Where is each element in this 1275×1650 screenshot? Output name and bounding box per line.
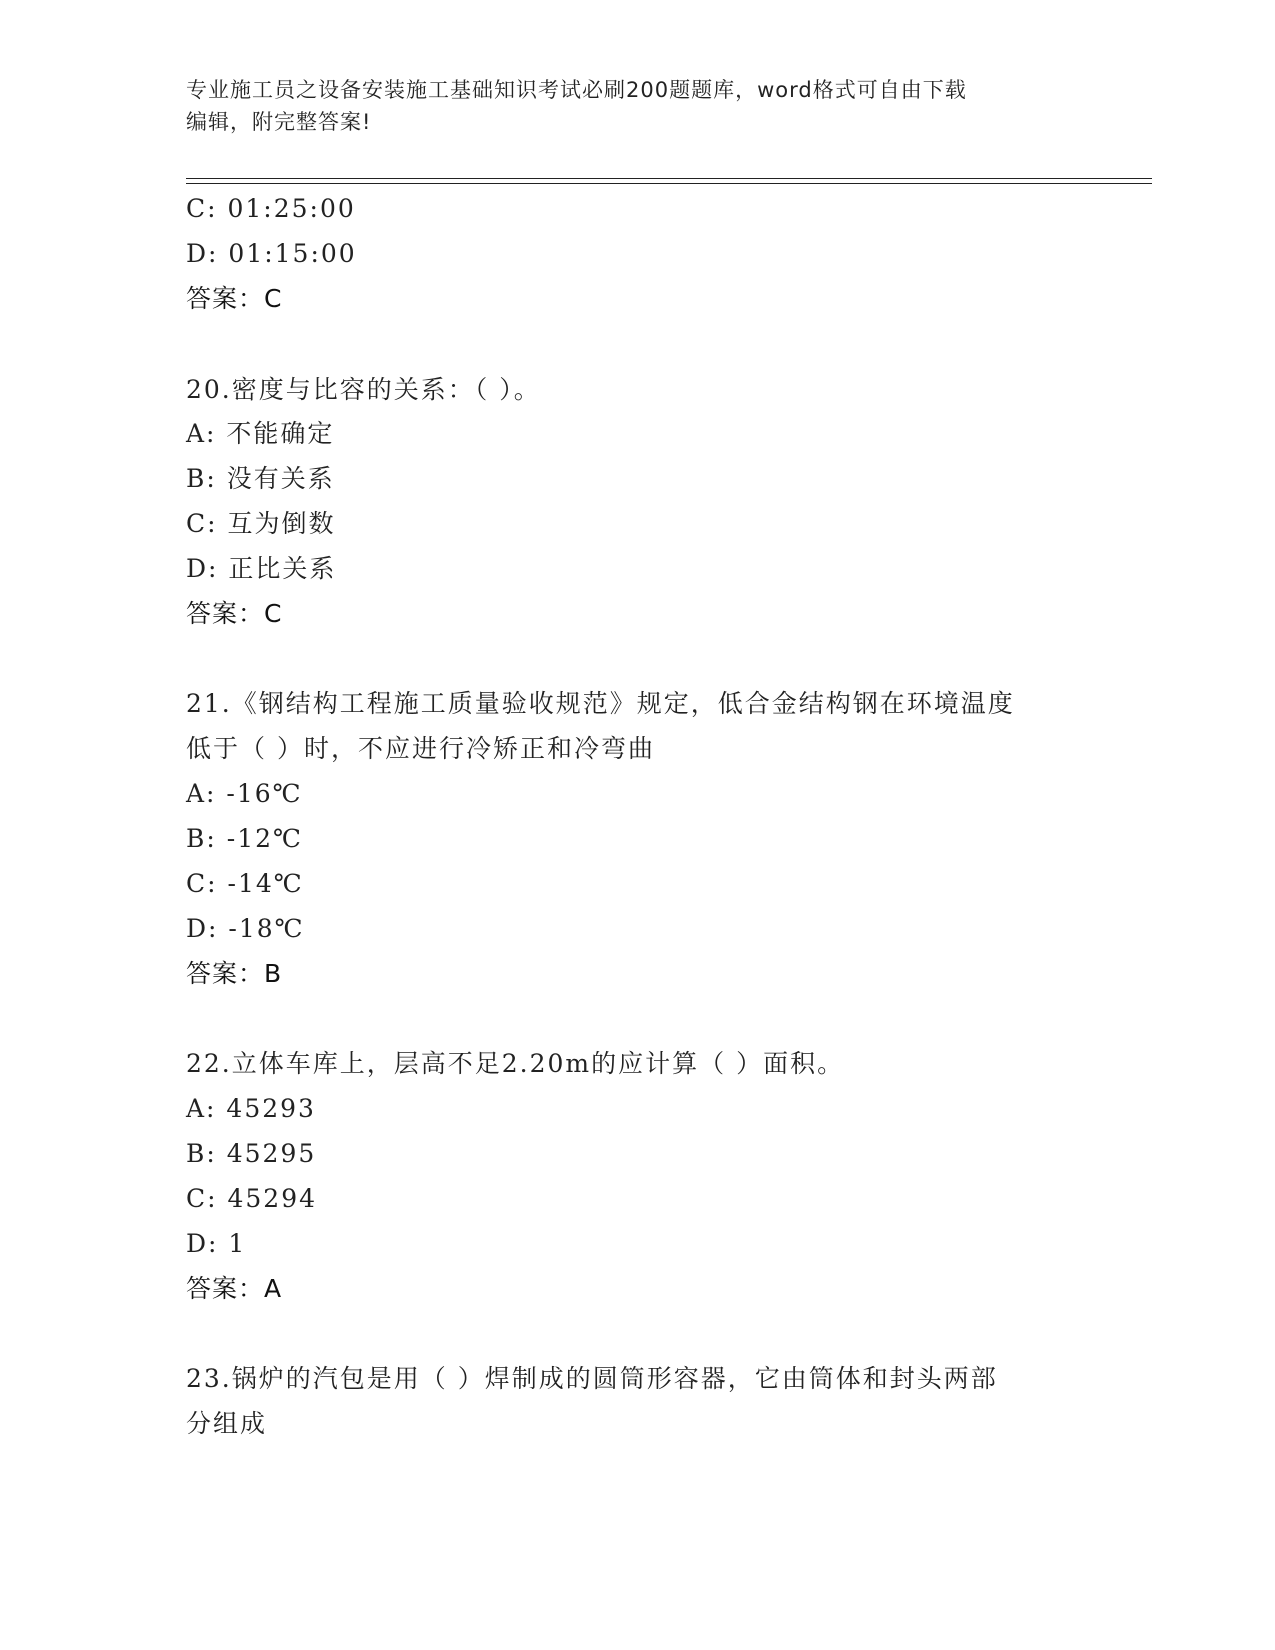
q21-stem-line-1: 21.《钢结构工程施工质量验收规范》规定，低合金结构钢在环境温度 — [186, 689, 1015, 718]
q20-option-b: B: 没有关系 — [186, 464, 335, 493]
q21-stem-line-2: 低于（ ）时，不应进行冷矫正和冷弯曲 — [186, 734, 655, 763]
q21-option-b: B: -12℃ — [186, 824, 303, 853]
q22-option-b: B: 45295 — [186, 1139, 317, 1168]
q22-option-a: A: 45293 — [186, 1094, 316, 1123]
q20-option-d: D: 正比关系 — [186, 554, 337, 583]
q20-option-a: A: 不能确定 — [186, 419, 335, 448]
q22-option-c: C: 45294 — [186, 1184, 318, 1213]
q20-answer: 答案：C — [186, 599, 283, 628]
q21-answer: 答案：B — [186, 959, 283, 988]
header-line-2: 编辑，附完整答案! — [186, 110, 372, 134]
q23-stem-line-1: 23.锅炉的汽包是用（ ）焊制成的圆筒形容器，它由筒体和封头两部 — [186, 1364, 998, 1393]
q23-stem-line-2: 分组成 — [186, 1409, 268, 1438]
q19-option-d: D: 01:15:00 — [186, 239, 357, 268]
q20-option-c: C: 互为倒数 — [186, 509, 336, 538]
q19-answer: 答案：C — [186, 284, 283, 313]
q21-option-d: D: -18℃ — [186, 914, 305, 943]
q22-option-d: D: 1 — [186, 1229, 247, 1258]
q22-answer: 答案：A — [186, 1274, 283, 1303]
header-line-1: 专业施工员之设备安装施工基础知识考试必刷200题题库，word格式可自由下载 — [186, 78, 967, 102]
q21-option-c: C: -14℃ — [186, 869, 304, 898]
document-header — [186, 74, 1086, 138]
header-divider-top — [186, 178, 1152, 179]
q21-option-a: A: -16℃ — [186, 779, 303, 808]
q22-stem: 22.立体车库上，层高不足2.20m的应计算（ ）面积。 — [186, 1049, 845, 1078]
header-divider-bottom — [186, 183, 1152, 184]
q19-option-c: C: 01:25:00 — [186, 194, 356, 223]
q20-stem: 20.密度与比容的关系：（ ）。 — [186, 375, 541, 404]
